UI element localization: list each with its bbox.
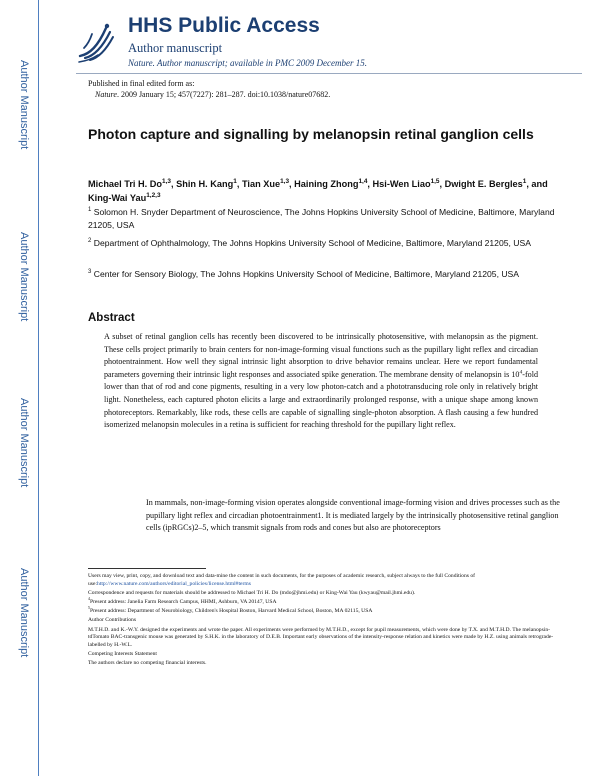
- author-affiliation-sup: 1: [233, 177, 237, 185]
- present-address-5: [88, 608, 570, 616]
- abstract-body: [104, 331, 538, 432]
- footnote-divider: [88, 568, 206, 569]
- affiliation-number: 3: [88, 269, 92, 276]
- publication-info: [88, 78, 330, 100]
- present-address-4: [88, 599, 570, 607]
- sidebar-rule: [38, 0, 39, 776]
- terms-text: Users may view, print, copy, and download text and data-mine the content in such documents, for the purposes of academic research, subject always to the full Conditions of use:: [88, 573, 476, 587]
- sidebar-label-2: Author Manuscript: [18, 232, 30, 322]
- present-address-text: Present address: Department of Neurobiology, Children's Hospital Boston, Harvard Medical School, Boston, MA 02115, USA: [89, 608, 373, 615]
- terms-link[interactable]: http://www.nature.com/authors/editorial_policies/license.html#terms: [97, 580, 251, 587]
- abstract-text-2: -fold lower than that of rod and cone pigments, resulting in a very low photon-catch and a phototransducing role only in relatively bright light. Nonetheless, each captured photon elicits a large and extraordinarily prolonged response, with a unique shape among known photoreceptors. Remarkably, like rods, these cells are capable of signalling single-photon absorption. A flash causing a few hundred isomerized melanopsin molecules in a retina is sufficient for reaching threshold for the pupillary light reflex.: [104, 369, 538, 430]
- author-affiliation-sup: 1: [522, 177, 527, 185]
- author-list: [88, 177, 570, 205]
- article-title: Photon capture and signalling by melanopsin retinal ganglion cells: [88, 126, 534, 142]
- author-name: King-Wai Yau: [88, 193, 147, 203]
- affiliation-2: [88, 237, 558, 250]
- citation: [88, 89, 330, 100]
- author-separator: ,: [367, 179, 373, 189]
- footnotes: [88, 573, 570, 669]
- intro-paragraph: In mammals, non-image-forming vision operates alongside conventional image-forming vision and drives processes such as the pupillary light reflex and circadian photoentrainment1. It is mediated largely by the intrinsically photosensitive retinal ganglion cells (ipRGCs)2–5, which transmit signals from rods and cones but also are photoreceptors: [146, 498, 560, 533]
- affiliation-3: [88, 268, 558, 281]
- abstract-text-1: A subset of retinal ganglion cells has recently been discovered to be intrinsically photosensitive, with melanopsin as the pigment. These cells project primarily to brain centers for non-image-forming visual functions such as the pupillary light reflex and circadian photoentrainment. How well they signal intrinsic light absorption to drive behavior remains unclear. Here we report fundamental parameters governing their intrinsic light responses and associated spike generation. The membrane density of melanopsin is 10: [104, 332, 538, 379]
- author-affiliation-sup: 1,4: [358, 177, 368, 185]
- author-separator: ,: [170, 179, 177, 189]
- author-name: Dwight E. Bergles: [444, 179, 523, 189]
- author-name: Shin H. Kang: [176, 179, 234, 189]
- affiliation-1: [88, 206, 558, 232]
- author-affiliation-sup: 1,3: [162, 177, 171, 185]
- citation-details: . 2009 January 15; 457(7227): 281–287. doi:10.1038/nature07682.: [116, 90, 331, 99]
- affiliation-text: Solomon H. Snyder Department of Neuroscience, The Johns Hopkins University School of Medicine, Baltimore, Maryland 21205, USA: [88, 207, 555, 230]
- header-divider: [76, 73, 582, 74]
- journal-name: Nature: [95, 90, 117, 99]
- present-address-text: Present address: Janelia Farm Research Campus, HHMI, Ashburn, VA 20147, USA: [89, 598, 277, 605]
- author-name: Tian Xue: [241, 179, 281, 189]
- hhs-eagle-logo-icon: [76, 20, 116, 64]
- competing-text: The authors declare no competing financial interests.: [88, 660, 207, 667]
- author-separator: ,: [236, 179, 242, 189]
- author-affiliation-sup: 1,3: [280, 177, 290, 185]
- author-name: Michael Tri H. Do: [88, 179, 163, 189]
- abstract-exponent: 4: [519, 369, 523, 376]
- competing-heading: Competing Interests Statement: [88, 650, 157, 657]
- footnote-number: 5: [88, 606, 90, 611]
- affiliation-text: Center for Sensory Biology, The Johns Hopkins University School of Medicine, Baltimore, Maryland 21205, USA: [93, 269, 520, 279]
- affiliation-text: Department of Ophthalmology, The Johns Hopkins University School of Medicine, Baltimore, Maryland 21205, USA: [93, 238, 531, 248]
- terms-of-use: [88, 573, 570, 588]
- pmc-availability-line: Nature. Author manuscript; available in PMC 2009 December 15.: [128, 58, 367, 68]
- author-separator: ,: [289, 179, 295, 189]
- published-label: Published in final edited form as:: [88, 79, 195, 88]
- sidebar-label-1: Author Manuscript: [18, 60, 30, 150]
- author-affiliation-sup: 1,5: [430, 177, 440, 185]
- author-separator: ,: [439, 179, 445, 189]
- sidebar-label-3: Author Manuscript: [18, 398, 30, 488]
- author-name: Haining Zhong: [294, 179, 359, 189]
- contributions-heading: Author Contributions: [88, 617, 137, 624]
- author-separator: , and: [526, 179, 548, 189]
- footnote-number: 4: [88, 597, 90, 602]
- author-name: Hsi-Wen Liao: [372, 179, 431, 189]
- affiliation-number: 1: [88, 207, 92, 214]
- correspondence: Correspondence and requests for materials should be addressed to Michael Tri H. Do (mdo@jhmi.edu) or King-Wai Yau (kwyau@mail.jhmi.edu).: [88, 589, 416, 596]
- hhs-public-access-title: HHS Public Access: [128, 14, 320, 37]
- sidebar-label-4: Author Manuscript: [18, 568, 30, 658]
- contributions-text: M.T.H.D. and K.-W.Y. designed the experiments and wrote the paper. All experiments were performed by M.T.H.D., except for pupil measurements, which were done by T.X. and M.T.H.D. The melanopsin-tdTomato BAC-transgenic mouse was generated by S.H.K. in the laboratory of D.E.B. Important early observations of the intensity-response relation and kinetics were made by H.Z. using animals retrograde-labelled by H.-W.L.: [88, 626, 554, 648]
- affiliation-number: 2: [88, 238, 92, 245]
- author-manuscript-subtitle: Author manuscript: [128, 41, 223, 55]
- author-affiliation-sup: 1,2,3: [146, 191, 161, 199]
- abstract-heading: Abstract: [88, 312, 135, 324]
